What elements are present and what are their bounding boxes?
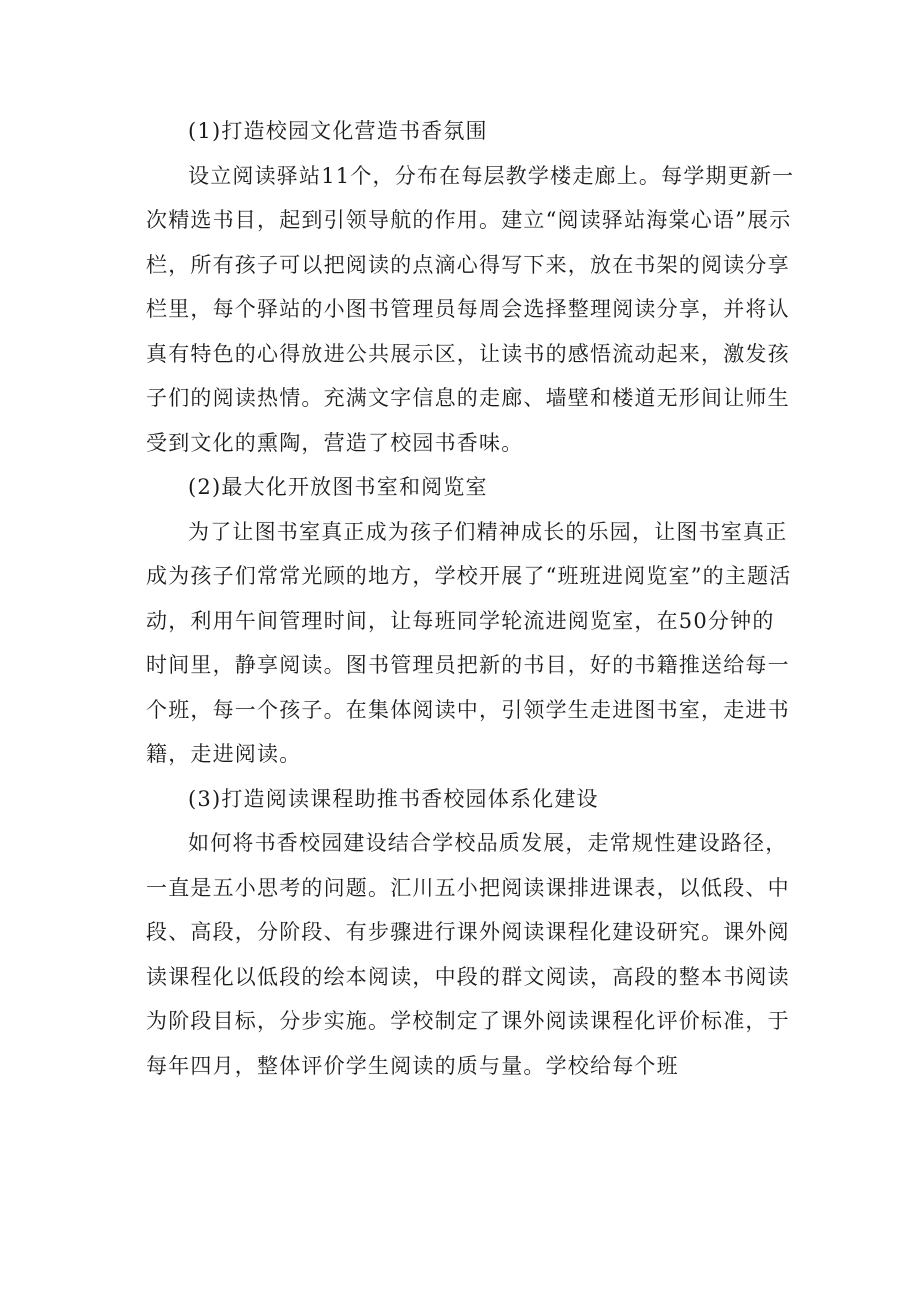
section-paragraph-3: 如何将书香校园建设结合学校品质发展，走常规性建设路径，一直是五小思考的问题。汇川五小把阅读课排进课表，以低段、中段、高段，分阶段、有步骤进行课外阅读课程化建设研究。课外阅读课程化以低段的绘本阅读，中段的群文阅读，高段的整本书阅读为阶段目标，分步实施。学校制定了课外阅读课程化评价标准，于每年四月，整体评价学生阅读的质与量。学校给每个班 [146,831,790,1078]
section-paragraph-2: 为了让图书室真正成为孩子们精神成长的乐园，让图书室真正成为孩子们常常光顾的地方，学校开展了“班班进阅览室”的主题活动，利用午间管理时间，让每班同学轮流进阅览室，在50分钟的时间里，静享阅读。图书管理员把新的书目，好的书籍推送给每一个班，每一个孩子。在集体阅读中，引领学生走进图书室，走进书籍，走进阅读。 [146,519,792,766]
section-heading-2: (2)最大化开放图书室和阅览室 [188,475,488,499]
section-paragraph-1: 设立阅读驿站11个，分布在每层教学楼走廊上。每学期更新一次精选书目，起到引领导航的作用。建立“阅读驿站海棠心语”展示栏，所有孩子可以把阅读的点滴心得写下来，放在书架的阅读分享栏里，每个驿站的小图书管理员每周会选择整理阅读分享，并将认真有特色的心得放进公共展示区，让读书的感悟流动起来，激发孩子们的阅读热情。充满文字信息的走廊、墙壁和楼道无形间让师生受到文化的熏陶，营造了校园书香味。 [146,163,795,455]
section-heading-1: (1)打造校园文化营造书香氛围 [188,119,488,143]
section-heading-3: (3)打造阅读课程助推书香校园体系化建设 [188,786,599,811]
document-body [146,109,796,1088]
